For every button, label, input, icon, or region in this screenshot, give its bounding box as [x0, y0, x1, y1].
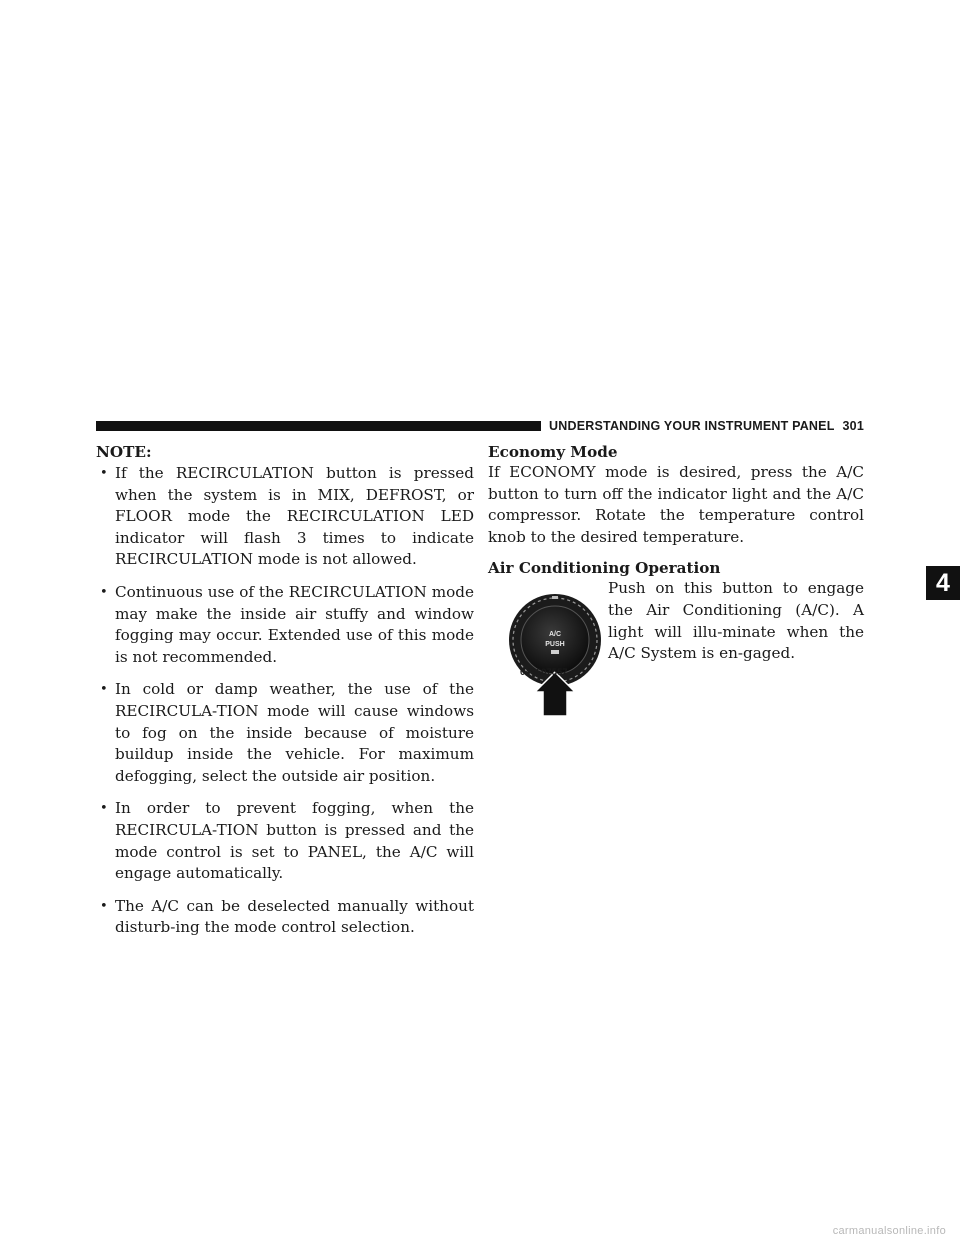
bullet-icon: • — [100, 801, 108, 817]
economy-mode-text: If ECONOMY mode is desired, press the A/C button to turn off the indicator light and the A/C compressor. Rotate the temperature control knob to the desired temperature. — [488, 463, 864, 546]
bullet-icon: • — [100, 898, 108, 914]
economy-mode-heading: Economy Mode — [488, 443, 618, 461]
ac-operation-text: Push on this button to engage the Air Conditioning (A/C). A light will illu-minate when the A/C System is en-gaged. — [608, 579, 864, 663]
bullet-text: Continuous use of the RECIRCULATION mode may make the inside air stuffy and window fogging may occur. Extended use of this mode is not recommended. — [115, 582, 474, 666]
bullet-icon: • — [100, 466, 108, 481]
list-item — [96, 798, 474, 884]
bullet-text: The A/C can be deselected manually without disturb-ing the mode control selection. — [115, 896, 474, 937]
note-title: NOTE: — [96, 443, 152, 461]
page-number: 301 — [842, 419, 864, 433]
figure-code: 045607557 — [520, 667, 568, 678]
bullet-icon: • — [100, 682, 108, 698]
right-column — [488, 442, 864, 728]
ac-operation-heading: Air Conditioning Operation — [488, 559, 721, 578]
ac-indicator-light — [551, 650, 559, 654]
list-item — [96, 896, 474, 939]
running-header — [541, 418, 864, 434]
bullet-text: If the RECIRCULATION button is pressed when the system is in MIX, DEFROST, or FLOOR mode the RECIRCULATION LED indicator will flash 3 times to indicate RECIRCULATION mode is not allowed. — [115, 464, 474, 569]
list-item — [96, 463, 474, 571]
ac-label: A/C — [548, 631, 562, 639]
ac-push-button-illustration — [507, 588, 621, 718]
ac-knob — [521, 606, 589, 674]
note-bullet-list — [96, 463, 474, 939]
section-title: UNDERSTANDING YOUR INSTRUMENT PANEL — [549, 419, 835, 433]
bullet-icon: • — [100, 584, 108, 600]
footer-watermark: carmanualsonline.info — [832, 1225, 946, 1237]
push-label: PUSH — [545, 641, 565, 649]
header-rule-left — [96, 421, 516, 431]
ac-operation-block — [488, 578, 864, 728]
bullet-text: In cold or damp weather, the use of the RECIRCULA-TION mode will cause windows to fog on the inside because of moisture buildup inside the vehicle. For maximum defogging, select the outside air position. — [115, 680, 474, 785]
knob-pointer — [552, 596, 558, 599]
chapter-tab: 4 — [926, 566, 960, 600]
bullet-text: In order to prevent fogging, when the RECIRCULA-TION button is pressed and the mode control is set to PANEL, the A/C will engage automatically. — [115, 799, 474, 883]
list-item — [96, 679, 474, 787]
left-column — [96, 442, 474, 950]
list-item — [96, 582, 474, 668]
